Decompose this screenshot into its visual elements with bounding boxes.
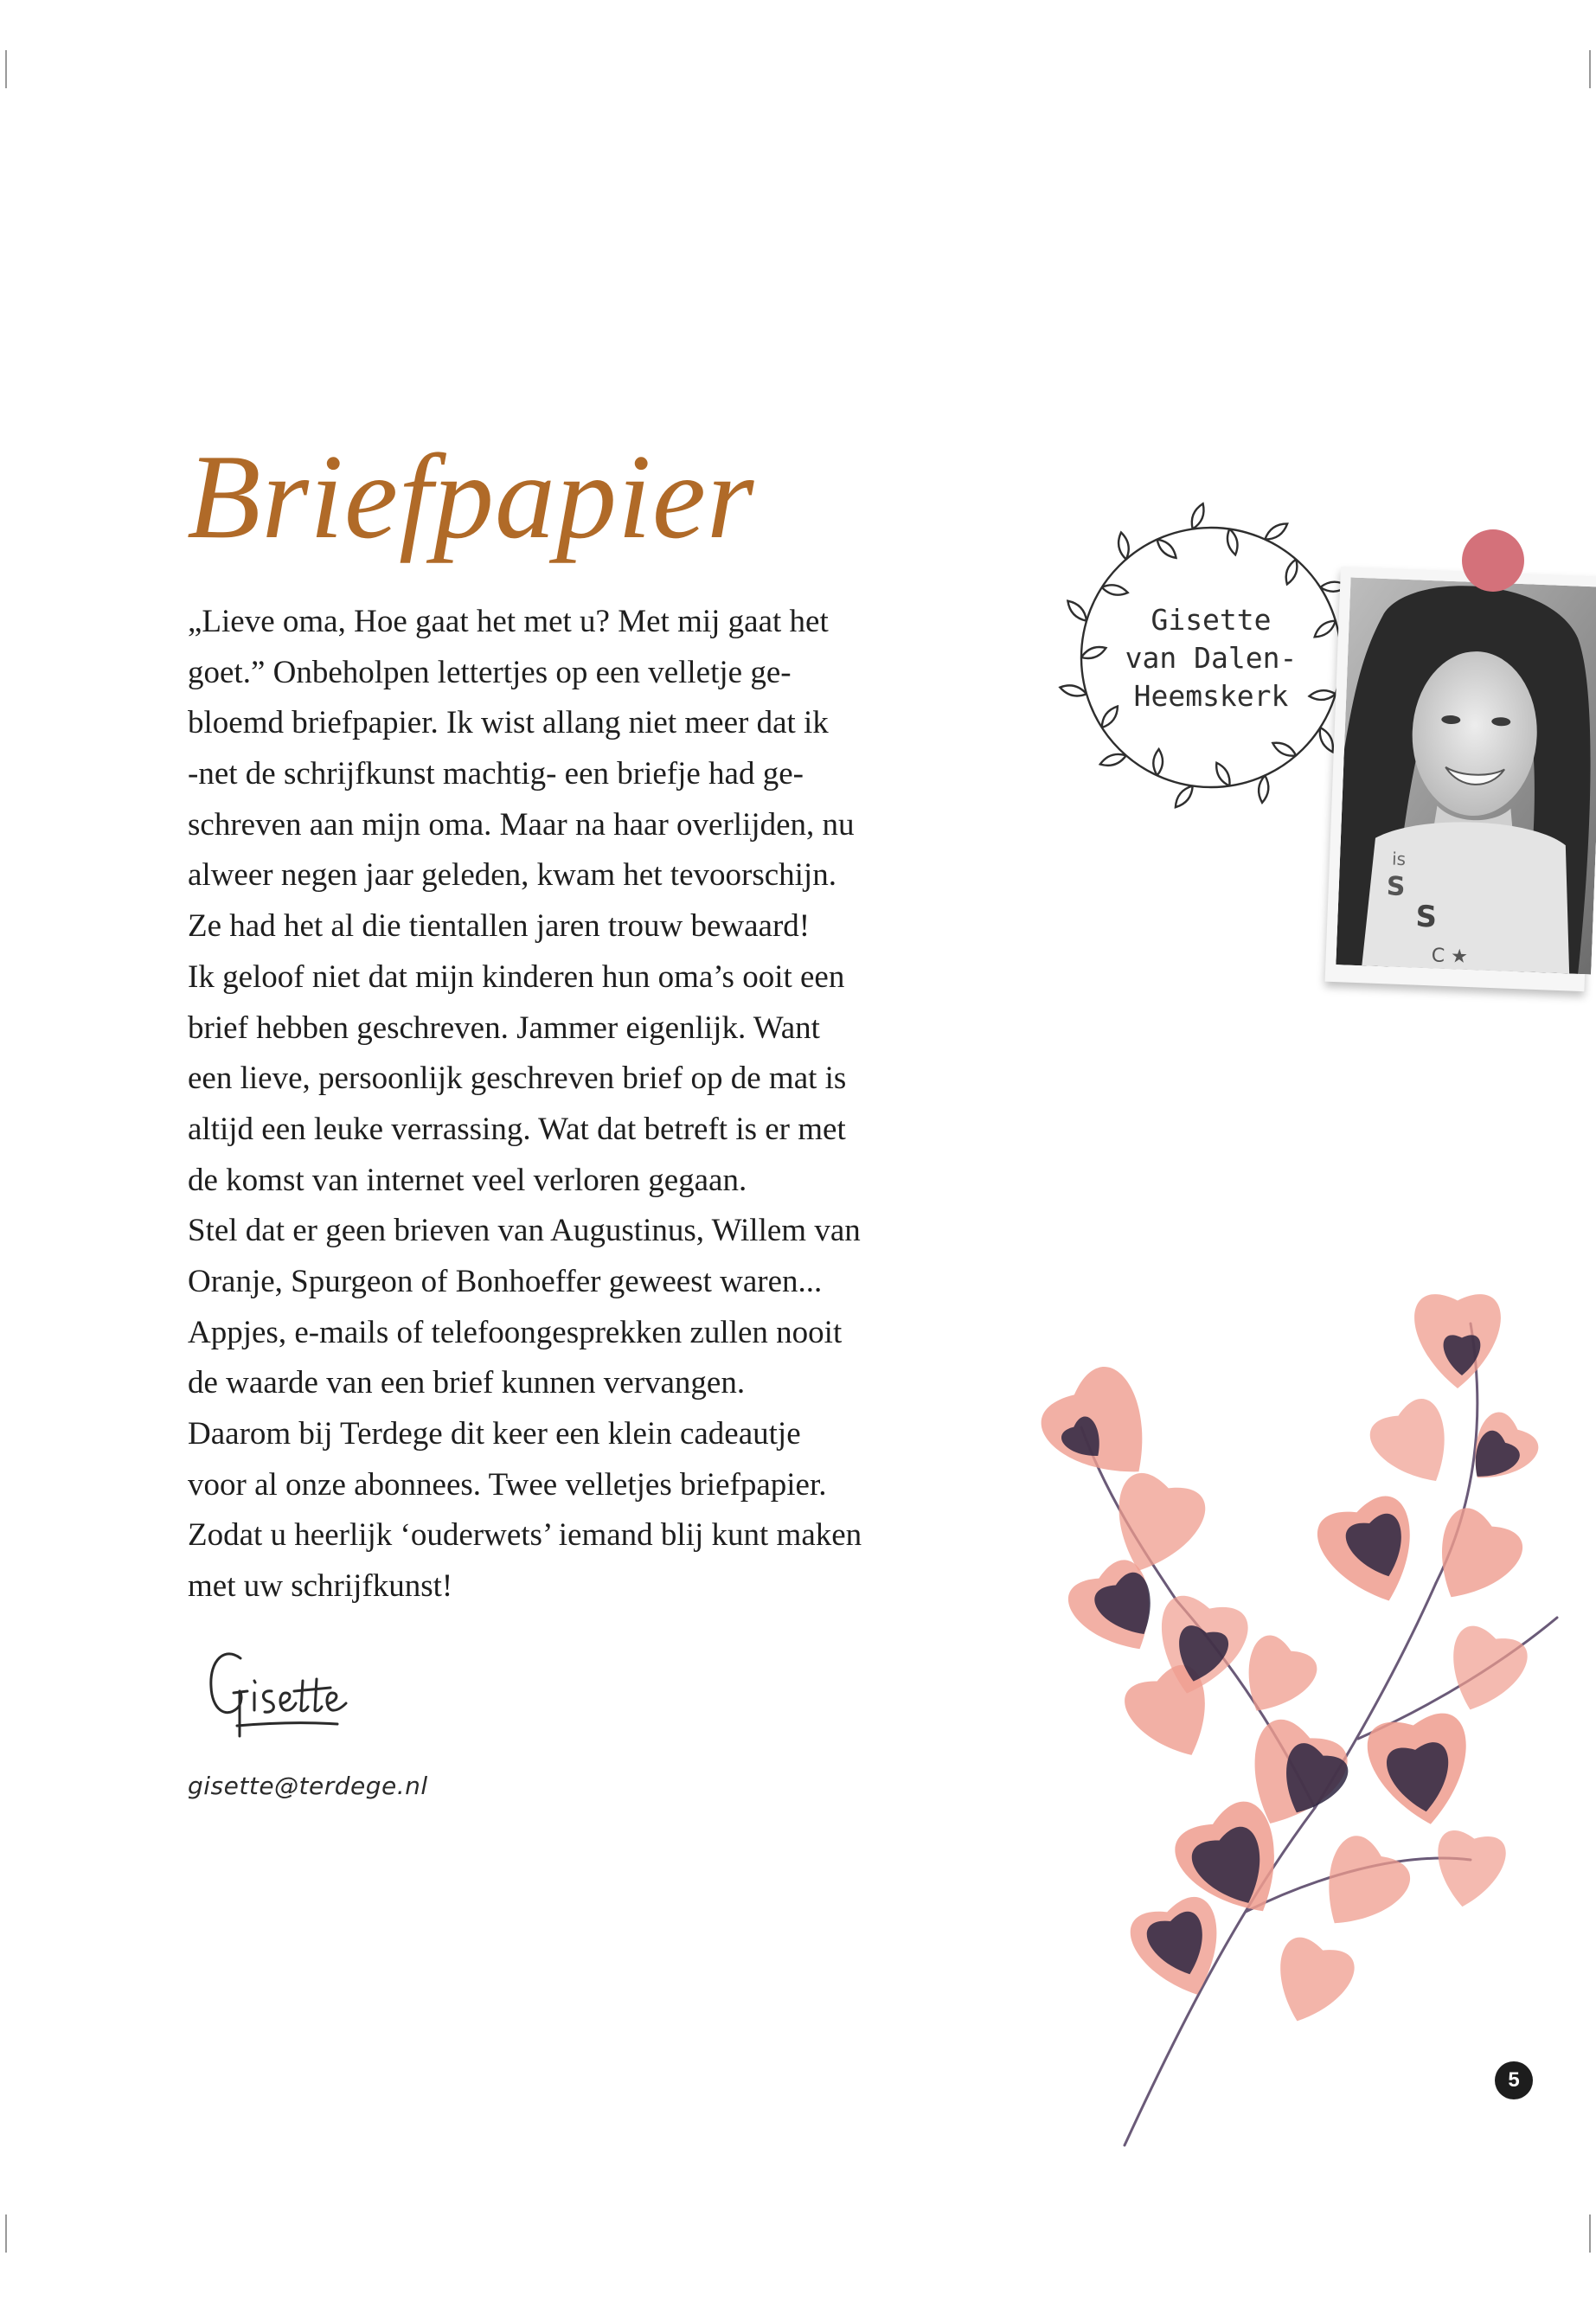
pink-leaf [1429,1828,1509,1913]
wreath-leaf [1272,743,1296,756]
svg-text:S: S [1386,871,1407,903]
crop-mark-bottom-left [5,2214,7,2253]
wreath-leaf [1286,560,1298,585]
author-photo [1325,567,1596,991]
body-line: Zodat u heerlijk ‘ouderwets’ iemand blij kunt maken [188,1517,862,1554]
crop-mark-bottom-right [1589,2214,1591,2253]
pink-leaf [1363,1393,1468,1500]
wreath-leaf [1102,585,1128,594]
body-line: Ze had het al die tientallen jaren trouw bewaard! [188,908,811,945]
body-line: met uw schrijfkunst! [188,1568,453,1605]
body-line: goet.” Onbeholpen lettertjes op een velletje ge- [188,654,792,690]
wreath-leaf [1118,533,1129,560]
article-body [188,597,949,1612]
article-title: Briefpapier [187,430,755,564]
body-line: „Lieve oma, Hoe gaat het met u? Met mij gaat het [188,604,829,639]
wreath-leaf [1265,523,1287,539]
wreath-leaf [1157,540,1176,558]
svg-text:S: S [1414,899,1438,935]
body-line: Oranje, Spurgeon of Bonhoeffer geweest waren... [188,1263,823,1299]
body-line: altijd een leuke verrassing. Wat dat betreft is er met [188,1111,846,1147]
body-line: bloemd briefpapier. Ik wist allang niet meer dat ik [188,705,829,741]
wreath-leaf [1100,754,1126,766]
wreath-leaf [1153,749,1163,775]
wreath-leaf [1176,786,1193,808]
body-line: een lieve, persoonlijk geschreven brief op de mat is [188,1061,847,1097]
pink-leaf [1416,1502,1529,1618]
page-number-badge: 5 [1495,2061,1533,2099]
pushpin-dot-icon [1462,529,1524,592]
body-line: Daarom bij Terdege dit keer een klein cadeautje [188,1416,801,1452]
author-email: gisette@terdege.nl [188,1772,428,1800]
handwritten-signature [199,1639,381,1743]
pink-leaf [1262,1932,1359,2034]
body-line: alweer negen jaar geleden, kwam het tevoorschijn. [188,857,836,894]
body-line: voor al onze abonnees. Twee velletjes briefpapier. [188,1466,827,1503]
author-portrait-image [1336,577,1596,974]
author-name-line: Gisette [1151,603,1272,637]
wreath-leaf [1259,775,1268,803]
wreath-leaf [1192,503,1204,529]
body-line: Stel dat er geen brieven van Augustinus, Willem van [188,1213,861,1249]
wreath-leaf [1320,727,1333,752]
body-line: brief hebben geschreven. Jammer eigenlijk. Want [188,1009,820,1046]
pink-leaf [1302,1829,1418,1946]
body-line: de komst van internet veel verloren gegaan. [188,1162,747,1198]
body-line: -net de schrijfkunst machtig- een briefje had ge- [188,756,804,792]
body-line: Appjes, e-mails of telefoongesprekken zullen nooit [188,1314,843,1350]
wreath-leaf [1227,529,1238,555]
author-name-line: van Dalen- [1125,641,1298,675]
body-line: Ik geloof niet dat mijn kinderen hun oma’s ooit een [188,958,845,995]
crop-mark-top-left [5,50,7,88]
pink-leaf [1435,1621,1532,1722]
pressed-leaves-illustration [952,1254,1596,2180]
wreath-leaf [1216,763,1229,786]
body-line: de waarde van een brief kunnen vervangen. [188,1365,746,1401]
author-name-line: Heemskerk [1133,679,1289,713]
author-name-badge [1060,601,1362,715]
svg-text:is: is [1391,848,1407,870]
crop-mark-top-right [1589,50,1591,88]
svg-text:C ★: C ★ [1431,945,1469,968]
body-line: schreven aan mijn oma. Maar na haar overlijden, nu [188,806,855,843]
